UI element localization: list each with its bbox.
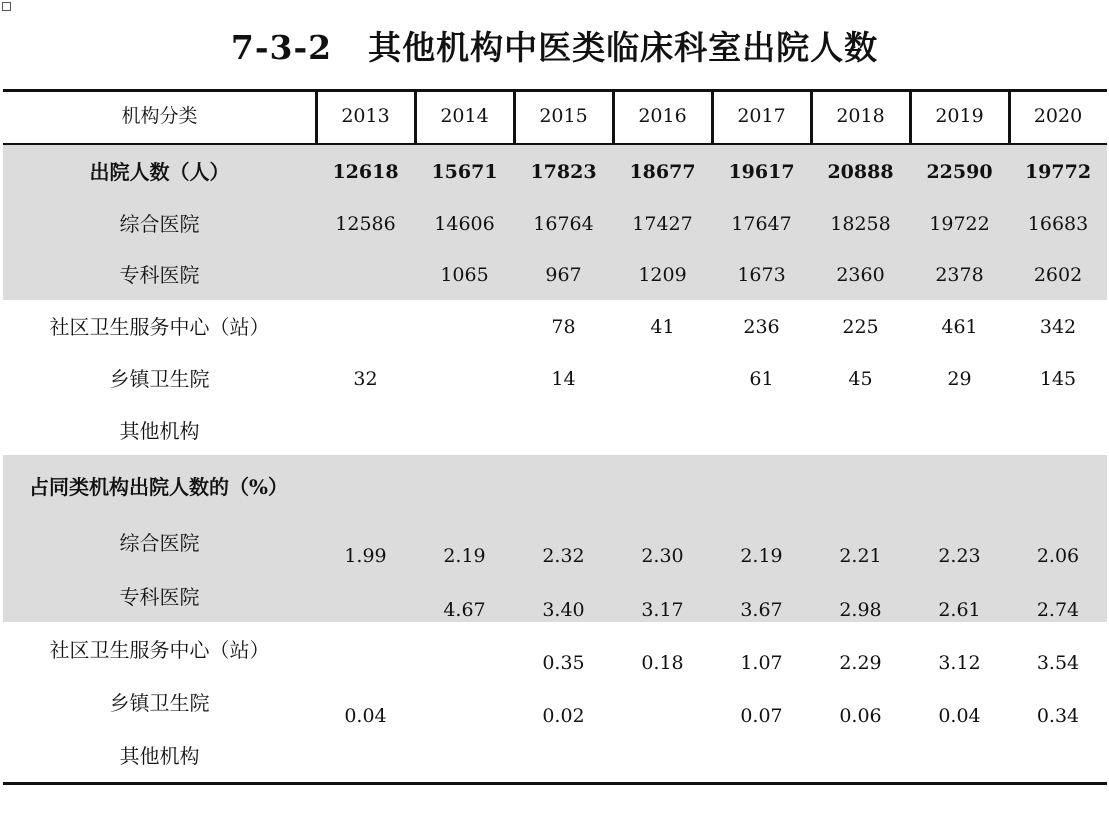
table-cell: 18677 (629, 161, 696, 183)
table-cell: 0.02 (542, 705, 585, 727)
table-cell: 2.98 (839, 599, 882, 621)
table-cell: 19617 (728, 161, 795, 183)
table-cell: 0.34 (1036, 705, 1080, 727)
table-cell: 2.30 (641, 545, 684, 567)
row-label: 社区卫生服务中心（站） (49, 638, 270, 662)
table-cell: 16683 (1027, 213, 1089, 235)
table-cell: 2.21 (839, 545, 882, 567)
table-title-text: 其他机构中医类临床科室出院人数 (368, 28, 879, 67)
table-cell: 45 (848, 368, 873, 390)
table-cell: 17823 (530, 161, 597, 183)
table-cell: 1673 (737, 264, 786, 286)
row-label: 专科医院 (119, 585, 200, 609)
table-cell: 461 (941, 316, 978, 338)
page-corner-marker (2, 2, 11, 11)
table-cell: 0.06 (839, 705, 882, 727)
table-cell: 967 (545, 264, 582, 286)
table-bottom-rule (3, 782, 1107, 785)
table-cell: 3.40 (542, 599, 585, 621)
table-cell: 236 (743, 316, 780, 338)
table-cell: 0.18 (641, 652, 684, 674)
table-cell: 3.54 (1036, 652, 1080, 674)
table-cell: 3.12 (938, 652, 981, 674)
table-cell: 19722 (929, 213, 990, 235)
table-cell: 20888 (827, 161, 894, 183)
table-cell: 22590 (926, 161, 993, 183)
table-cell: 0.04 (344, 705, 387, 727)
row-label: 专科医院 (119, 263, 200, 287)
table-cell: 0.07 (740, 705, 783, 727)
table-cell: 2360 (836, 264, 885, 286)
table-cell: 0.35 (542, 652, 585, 674)
table-cell: 2378 (935, 264, 984, 286)
header-year: 2014 (440, 105, 489, 127)
table-cell: 61 (749, 368, 774, 390)
table-cell: 14 (551, 368, 576, 390)
table-cell: 19772 (1024, 161, 1092, 183)
row-label: 乡镇卫生院 (109, 691, 210, 715)
table-cell: 2602 (1033, 264, 1083, 286)
table-cell: 15671 (431, 161, 498, 183)
table-cell: 16764 (533, 213, 594, 235)
header-year: 2019 (935, 105, 984, 127)
row-label: 综合医院 (119, 212, 200, 236)
table-cell: 2.23 (938, 545, 981, 567)
row-label: 综合医院 (119, 531, 200, 555)
row-label: 社区卫生服务中心（站） (49, 315, 270, 339)
header-year: 2017 (737, 105, 786, 127)
table-cell: 17647 (731, 213, 792, 235)
table-cell: 225 (842, 316, 879, 338)
table-cell: 1.99 (344, 545, 387, 567)
header-year: 2016 (638, 105, 687, 127)
table-cell: 18258 (830, 213, 891, 235)
table-cell: 2.29 (839, 652, 882, 674)
row-label: 出院人数（人） (89, 160, 230, 184)
table-header-rule (3, 143, 1107, 145)
table-cell: 1.07 (740, 652, 783, 674)
table-cell: 29 (947, 368, 972, 390)
table-cell: 3.67 (740, 599, 783, 621)
table-cell: 1209 (638, 264, 687, 286)
row-label: 乡镇卫生院 (109, 367, 210, 391)
table-cell: 2.61 (938, 599, 981, 621)
table-cell: 41 (650, 316, 675, 338)
section-label-percentage: 占同类机构出院人数的（%） (29, 475, 289, 499)
table-cell: 2.19 (740, 545, 783, 567)
header-year: 2013 (341, 105, 390, 127)
table-cell: 2.19 (443, 545, 486, 567)
row-label: 其他机构 (119, 744, 200, 768)
table-cell: 1065 (440, 264, 489, 286)
header-year: 2020 (1033, 105, 1083, 127)
table-cell: 12586 (335, 213, 396, 235)
row-label: 其他机构 (119, 419, 200, 443)
header-year: 2018 (836, 105, 885, 127)
table-cell: 14606 (434, 213, 495, 235)
table-top-rule (3, 89, 1107, 92)
table-cell: 32 (353, 368, 378, 390)
table-cell: 78 (551, 316, 576, 338)
table-cell: 3.17 (641, 599, 684, 621)
table-cell: 145 (1039, 368, 1077, 390)
table-cell: 4.67 (443, 599, 486, 621)
header-year: 2015 (539, 105, 588, 127)
page-title (0, 22, 1109, 69)
table-number: 7-3-2 (230, 28, 333, 67)
table-cell: 342 (1039, 316, 1077, 338)
table-cell: 2.74 (1036, 599, 1080, 621)
table-cell: 2.32 (542, 545, 585, 567)
table-cell: 2.06 (1036, 545, 1080, 567)
header-category: 机构分类 (121, 105, 198, 127)
table-cell: 0.04 (938, 705, 981, 727)
table-cell: 12618 (332, 161, 399, 183)
table-cell: 17427 (632, 213, 693, 235)
